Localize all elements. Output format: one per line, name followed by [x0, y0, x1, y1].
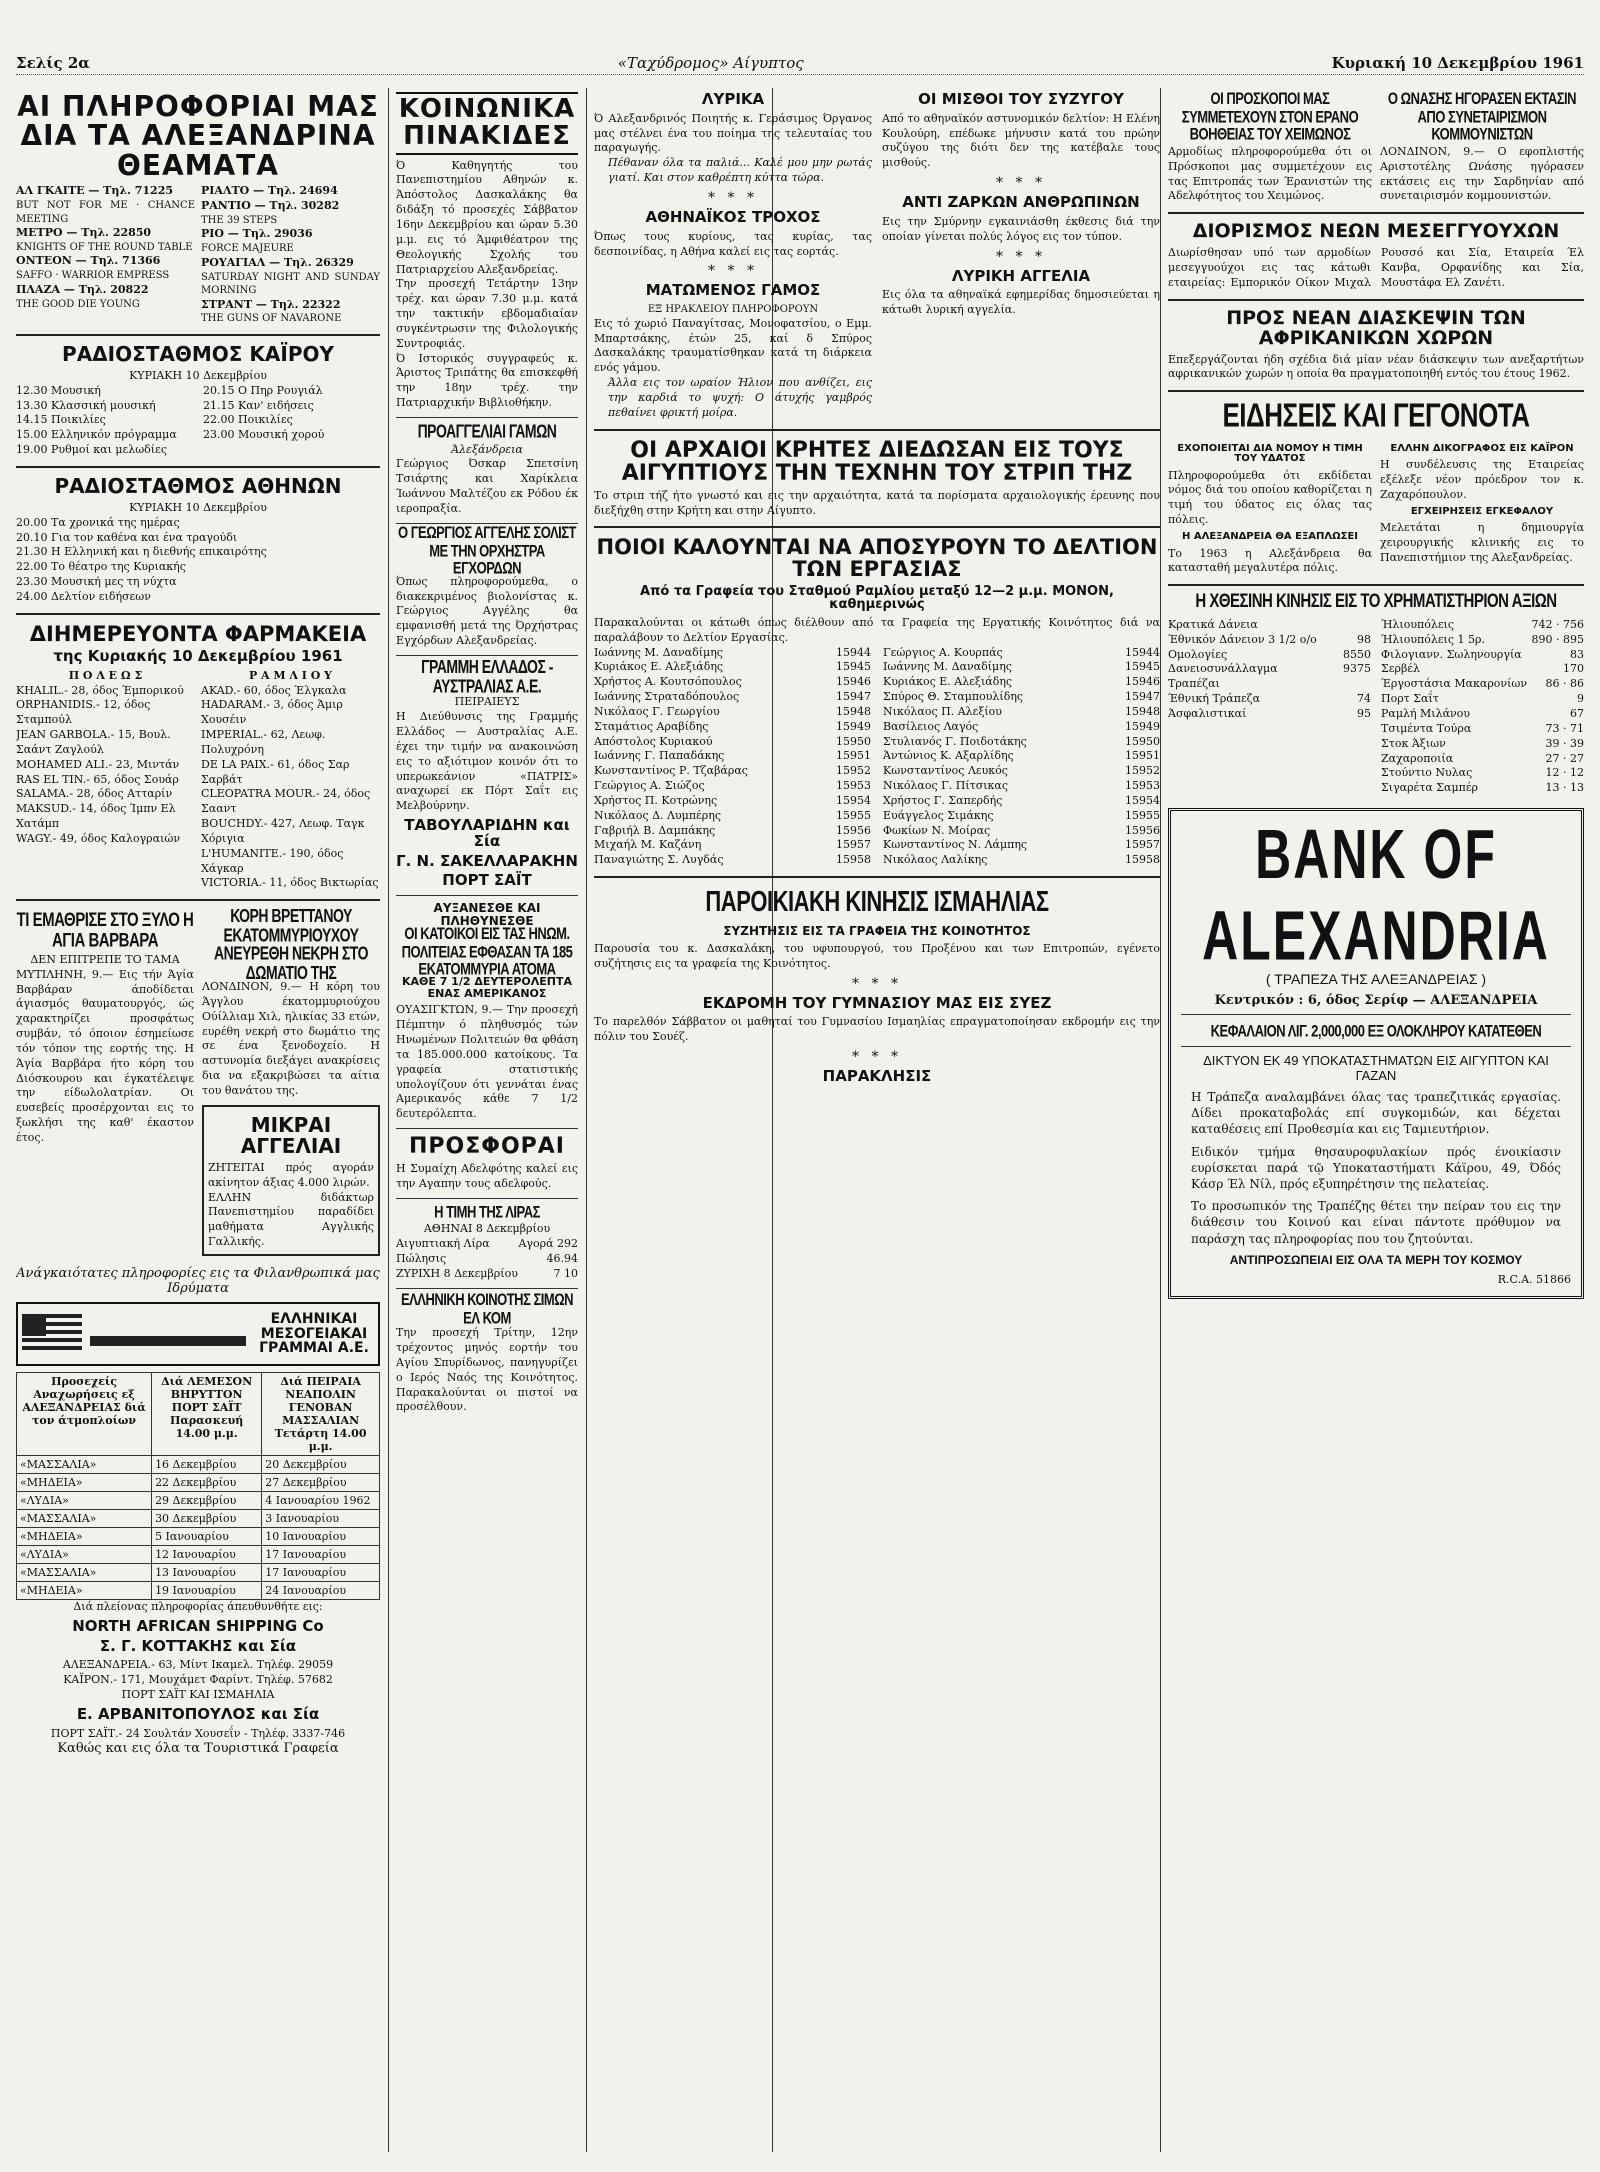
list-item: Χρήστος Γ. Σαπερδής 15954 — [883, 793, 1160, 807]
pharmacy-lists — [16, 669, 380, 892]
list-item: Ζαχαροποιία 27 · 27 — [1381, 751, 1584, 765]
agents-port: ΠΟΡΤ ΣΑΪΤ ΚΑΙ ΙΣΜΑΗΛΙΑ — [121, 1687, 275, 1701]
list-item: Παναγιώτης Σ. Λυγδάς 15958 — [594, 853, 871, 867]
list-item: Κωνσταντίνος Ρ. Τζαβάρας 15952 — [594, 764, 871, 778]
radio-athens-title: ΡΑΔΙΟΣΤΑΘΜΟΣ ΑΘΗΝΩΝ — [54, 473, 342, 498]
list-item: ΣΤΡΑΝΤ — Τηλ. 22322 — [201, 297, 341, 311]
agents-cairo: ΚΑΪΡΟΝ.- 171, Μουχάμετ Φαρίντ. Τηλέφ. 57682 — [63, 1673, 333, 1687]
radio-athens-date: ΚΥΡΙΑΚΗ 10 Δεκεμβρίου — [129, 500, 267, 514]
list-item: Άσφαλιστικαί 95 — [1168, 707, 1371, 720]
radio-cairo-date: ΚΥΡΙΑΚΗ 10 Δεκεμβρίου — [129, 368, 267, 382]
list-item: Ιωάννης Μ. Δαναδίμης 15944 — [594, 645, 871, 659]
list-item: IMPERIAL.- 62, Λεωφ. Πολυχρόνη — [201, 728, 326, 756]
lyrika-title: ΛΥΡΙΚΑ — [701, 90, 765, 108]
two-stories — [16, 905, 380, 1262]
masthead-social: ΚΟΙΝΩΝΙΚΑ ΠΙΝΑΚΙΔΕΣ — [396, 92, 578, 155]
news-subhead: ΕΧΟΠΟΙΕΙΤΑΙ ΔΙΑ ΝΟΜΟΥ Η ΤΙΜΗ ΤΟΥ ΥΔΑΤΟΣ — [1177, 442, 1363, 465]
agents-port-name: Ε. ΑΡΒΑΝΙΤΟΠΟΥΛΟΣ και Σία — [76, 1704, 320, 1723]
offers-title: ΠΡΟΣΦΟΡΑΙ — [408, 1134, 565, 1160]
population-subhead: ΚΑΘΕ 7 1/2 ΔΕΥΤΕΡΟΛΕΠΤΑ ΕΝΑΣ ΑΜΕΡΙΚΑΝΟΣ — [401, 975, 573, 1000]
news-subhead: ΕΓΧΕΙΡΗΣΕΙΣ ΕΓΚΕΦΑΛΟΥ — [1410, 505, 1554, 517]
list-item: Γαβριήλ Β. Δαμπάκης 15956 — [594, 823, 871, 837]
pharmacy-title: ΔΙΗΜΕΡΕΥΟΝΤΑ ΦΑΡΜΑΚΕΙΑ — [29, 621, 367, 646]
list-item: Σερβέλ 170 — [1381, 662, 1584, 676]
cinema-list-right: ΡΙΑΛΤΟ — Τηλ. 24694 ΡΑΝΤΙΟ — Τηλ. 30282 THE 39 STEPS ΡΙΟ — Τηλ. 29036 FORCE MAJEURE ΡΟΥΑΓΙΑΛ — Τηλ. 26329 SATURDAY NIGHT AND SUNDAY MORNING ΣΤΡΑΝΤ — Τηλ. 22322 THE GUNS OF NAVARONE — [201, 184, 380, 325]
pharmacy-city-list — [16, 669, 195, 892]
bank-staff: Το προσωπικόν της Τραπέζης θέτει την πείραν του εις την διάθεσιν του Κοινού και είναι πάντοτε πρόθυμον να παράσχη τας πληροφορίας που του ζητούνται. — [1191, 1199, 1561, 1246]
list-item: CLEOPATRA MOUR.- 24, όδος Σααντ — [201, 787, 371, 816]
list-item: Ήλιουπόλεις 1 5ρ. 890 · 895 — [1381, 632, 1584, 646]
greek-flag-icon — [22, 1314, 82, 1354]
list-item: 21.30 Η Ελληνική και η διεθνής επικαιρότης — [16, 545, 267, 559]
list-item: 22.00 Ποικιλίες — [203, 413, 293, 427]
list-item: SALAMA.- 28, όδος Ατταρίν — [16, 787, 173, 801]
agents-sub: Σ. Γ. ΚΟΤΤΑΚΗΣ και Σία — [99, 1636, 297, 1655]
poem: Πέθαναν όλα τα παλιά... Καλέ μου μην ρωτάς γιατί. Και στον καθρέπτη κύττα τώρα. — [608, 156, 872, 185]
barbara-headline: ΤΙ ΕΜΑΘΡΙΣΕ ΣΤΟ ΞΥΛΟ Η ΑΓΙΑ ΒΑΡΒΑΡΑ — [16, 909, 194, 952]
agents-footer: Καθώς και εις όλα τα Τουριστικά Γραφεία — [57, 1741, 339, 1757]
list-item: Πώλησις 46.94 — [396, 1252, 578, 1266]
trochos-title: ΑΘΗΝΑΪΚΟΣ ΤΡΟΧΟΣ — [645, 207, 821, 226]
list-item: ΜΟΗΑΜΕD ALI.- 23, Μιντάν — [16, 757, 180, 771]
ismailia-subhead: ΣΥΖΗΤΗΣΙΣ ΕΙΣ ΤΑ ΓΡΑΦΕΙΑ ΤΗΣ ΚΟΙΝΟΤΗΤΟΣ — [723, 924, 1031, 939]
bourse-tables — [1168, 618, 1584, 796]
table-row: «ΜΑΣΣΑΛΙΑ» 30 Δεκεμβρίου 3 Ιανουαρίου — [17, 1509, 380, 1527]
kerkyra-headline: ΚΟΡΗ ΒΡΕΤΤΑΝΟΥ ΕΚΑΤΟΜΜΥΡΙΟΥΧΟΥ ΑΝΕΥΡΕΘΗ ΝΕΚΡΗ ΣΤΟ ΔΩΜΑΤΙΟ ΤΗΣ — [214, 905, 368, 984]
wedding-body: Εις τό χωριό Παναγίτσας, Μονοφατσίου, ο Εμμ. Μπαρτσάκης, έτών 25, καί δ Σπύρος Δασκαλάκης τραυματίσθηκαν κατά τη διάρκεια ενός γάμου. — [594, 316, 872, 375]
poem2: Άλλα εις τον ωραίον Ήλιον που ανθίζει, εις την καρδιά το ψυχή: Ο άτυχής γαμβρός πεθαίνει φρικτή μοίρα. — [608, 376, 872, 419]
list-item: Σπύρος Θ. Σταμπουλίδης 15947 — [883, 690, 1160, 704]
news-subhead: ΕΛΛΗΝ ΔΙΚΟΓΡΑΦΟΣ ΕΙΣ ΚΑΪΡΟΝ — [1390, 442, 1574, 454]
list-item: MAKSUD.- 14, όδος Ίμπν Ελ Χατάμπ — [16, 802, 176, 831]
list-item: Μιχαήλ Μ. Καζάνη 15957 — [594, 838, 871, 852]
list-item: 20.00 Τα χρονικά της ημέρας — [16, 515, 180, 529]
scouts-story — [1168, 88, 1372, 204]
list-item: Ευάγγελος Σιμάκης 15955 — [883, 808, 1160, 822]
list-item: Νικόλαος Λαλίκης 15958 — [883, 853, 1160, 867]
list-item: Νικόλαος Δ. Λυμπέρης 15955 — [594, 808, 871, 822]
labor-body: Παρακαλούνται οι κάτωθι όπως διέλθουν από τα Γραφεία της Εργατικής Κοινότητος διά να παραλάβουν το Δελτίον Εργασίας. — [594, 615, 1160, 644]
cinema-list-left: ΑΛ ΓΚΑΙΤΕ — Τηλ. 71225 BUT NOT FOR ME · CHANCE MEETING ΜΕΤΡΟ — Τηλ. 22850 KNIGHTS OF THE ROUND TABLE ΟΝΤΕΟΝ — Τηλ. 71366 SAFFO · WARRIOR EMPRESS ΠΛΑΖΑ — Τηλ. 20822 THE GOOD DIE YOUNG — [16, 184, 195, 310]
col4-top — [1168, 88, 1584, 204]
shipping-banner — [16, 1302, 380, 1366]
list-item: 24.00 Δελτίον ειδήσεων — [16, 590, 151, 604]
column-rule — [586, 88, 587, 2152]
list-item: BOUCHDY.- 427, Λεωφ. Ταγκ Χόριγια — [201, 817, 365, 845]
orchestra-body: Όπως πληροφορούμεθα, ο διακεκριμένος βιολονίστας κ. Γεώργιος Αγγέλης θα εμφανισθή μετά της Όρχήστρας Εγχόρδων Αλεξανδρείας. — [396, 574, 578, 648]
school-trip-headline: ΕΚΔΡΟΜΗ ΤΟΥ ΓΥΜΝΑΣΙΟΥ ΜΑΣ ΕΙΣ ΣΥΕΖ — [702, 993, 1052, 1012]
list-item: Ραμλή Μιλάνου 67 — [1381, 707, 1584, 720]
list-item: ΡΙΟ — Τηλ. 29036 — [201, 227, 313, 241]
list-item: Ομολογίες 8550 — [1168, 647, 1371, 661]
barbara-story — [16, 909, 194, 1262]
list-item: WAGY.- 49, όδος Καλογραιών — [16, 831, 181, 845]
labor-list-right — [883, 646, 1160, 869]
appointments-body: Διωρίσθησαν υπό των αρμοδίων μεσεγγυούχοι εις τας κάτωθι εταιρείας: Εμπορικόν Οίκον Μιχαλ Ρουσσό και Σία, Εταιρεία Έλ Κανβα, Ορφανίδης και Σία, Μουστάφα Ελ Ζανέτι. — [1168, 246, 1584, 289]
list-item: ΜΕΤΡΟ — Τηλ. 22850 — [16, 226, 152, 240]
list-item: Στούντιο Νυλας 12 · 12 — [1381, 766, 1584, 780]
salaries-title: ΟΙ ΜΙΣΘΟΙ ΤΟΥ ΣΥΖΥΓΟΥ — [918, 90, 1124, 108]
bank-greek-name: ( ΤΡΑΠΕΖΑ ΤΗΣ ΑΛΕΞΑΝΔΡΕΙΑΣ ) — [1265, 971, 1487, 988]
list-item: Ήλιουπόλεις 742 · 756 — [1381, 617, 1584, 631]
bank-name: BANK OF ALEXANDRIA — [1202, 815, 1550, 975]
list-item: Δανειοσυνάλλαγμα 9375 — [1168, 662, 1371, 676]
list-item: Ιωάννης Γ. Παπαδάκης 15951 — [594, 749, 871, 763]
list-item: 14.15 Ποικιλίες — [16, 413, 106, 427]
line-headline: ΓΡΑΜΜΗ ΕΛΛΑΔΟΣ - ΑΥΣΤΡΑΛΙΑΣ Α.Ε. — [421, 656, 553, 697]
line-city: ΠΕΙΡΑΙΕΥΣ — [454, 695, 520, 709]
list-item: RAS EL TIN.- 65, όδος Σουάρ — [16, 772, 179, 786]
column-3: ΛΥΡΙΚΑ Ό Αλεξανδρινός Ποιητής κ. Γεράσιμος Όργανος μας στέλνει ένα του ποίημα της τελευταίας του παραγωγής. Πέθαναν όλα τα παλιά... Καλέ μου μην ρωτάς γιατί. Και στον καθρέπτη κύττα τώρα. * * * ΑΘΗΝΑΪΚΟΣ ΤΡΟΧΟΣ Όπως τους κυρίους, τας κυρίας, τας δεσποινίδας, η Αθήνα καλεί εις τας εορτάς. * * * ΜΑΤΩΜΕΝΟΣ ΓΑΜΟΣ ΕΞ ΗΡΑΚΛΕΙΟΥ ΠΛΗΡΟΦΟΡΟΥΝ Εις τό χωριό Παναγίτσας, Μονοφατσίου, ο Εμμ. Μπαρτσάκης, έτών 25, καί δ Σπύρος Δασκαλάκης τραυματίσθηκαν κατά τη διάρκεια ενός γάμου. Άλλα εις τον ωραίον Ήλιον που ανθίζει, εις την καρδιά το ψυχή: Ο άτυχής γαμβρός πεθαίνει φρικτή μοίρα. ΟΙ ΜΙΣΘΟΙ ΤΟΥ ΣΥΖΥΓΟΥ Από το αθηναϊκόν αστυνομικόν δελτίον: Η Ελένη Κουλούρη, επέδωκε μήνυσιν κατά του πρώην συζύγου της διότι δεν της κατέβαλε τους μισθούς. * * * ΑΝΤΙ ΖΑΡΚΩΝ ΑΝΘΡΩΠΙΝΩΝ Εις την Σμύρνην εγκαινιάσθη έκθεσις διά την οποίαν γίνεται πολύς λόγος εις τον τύπον. * * * ΛΥΡΙΚΗ ΑΓΓΕΛΙΑ Εις όλα τα αθηναϊκά εφημερίδας δημοσιεύεται η κάτωθι λυρική αγγελία. ΟΙ ΑΡΧΑΙΟΙ ΚΡΗΤΕΣ ΔΙΕΔΩΣΑΝ ΕΙΣ ΤΟΥΣ ΑΙΓΥΠΤΙΟΥΣ ΤΗΝ ΤΕΧΝΗΝ ΤΟΥ ΣΤΡΙΠ ΤΗΖ Το στριπ τήζ ήτο γνωστό και εις την αρχαιότητα, κατά τα πορίσματα αρχαιολογικής έρευνης που διεξήχθη στην Κρήτη και στην Αίγυπτο. ΠΟΙΟΙ ΚΑΛΟΥΝΤΑΙ ΝΑ ΑΠΟΣΥΡΟΥΝ ΤΟ ΔΕΛΤΙΟΝ ΤΩΝ ΕΡΓΑΣΙΑΣ Από τα Γραφεία του Σταθμού Ραμλίου μεταξύ 12—2 μ.μ. ΜΟΝΟΝ, καθημερινώς Παρακαλούνται οι κάτωθι όπως διέλθουν από τα Γραφεία της Εργατικής Κοινότητος διά να παραλάβουν το Δελτίον Εργασίας. Ιωάννης Μ. Δαναδίμης 15944 Κυριάκος Ε. Αλεξιάδης 15945 Χρήστος Α. Κουτσόπουλος 15946 Ιωάννης Στραταδόπουλος 15947 Νικόλαος Γ. Γεωργίου 15948 Σταμάτιος Αραβίδης 15949 Απόστολος Κυριακού 15950 Ιωάννης Γ. Παπαδάκης 15951 Κωνσταντίνος Ρ. Τζαβάρας 15952 Γεώργιος Α. Σιώζος 15953 Χρήστος Π. Κοτρώνης 15954 Νικόλαος Δ. Λυμπέρης 15955 Γαβριήλ Β. Δαμπάκης 15956 Μιχαήλ Μ. Καζάνη 15957 Παναγιώτης Σ. Λυγδάς 15958 Γεώργιος Α. Κουρπάς 15944 Ιωάννης Μ. Δαναδίμης 15945 Κυριάκος Ε. Αλεξιάδης 15946 Σπύρος Θ. Σταμπουλίδης 15947 Νικόλαος Π. Αλεξίου 15948 Βασίλειος Λαγός 15949 Στυλιανός Γ. Ποιδοτάκης 15950 Άντώνιος Κ. Αξαρλίδης 15951 Κωνσταντίνος Λευκός 15952 Νικόλαος Γ. Πίτσικας 15953 Χρήστος Γ. Σαπερδής 15954 Ευάγγελος Σιμάκης 15955 Φωκίων Ν. Μοίρας 15956 Κωνσταντίνος Ν. Λάμπης 15957 Νικόλαος Λαλίκης 15958 ΠΑΡΟΙΚΙΑΚΗ ΚΙΝΗΣΙΣ ΙΣΜΑΗΛΙΑΣ ΣΥΖΗΤΗΣΙΣ ΕΙΣ ΤΑ ΓΡΑΦΕΙΑ ΤΗΣ ΚΟΙΝΟΤΗΤΟΣ Παρουσία του κ. Δασκαλάκη, του υφυπουργού, του Προξένου και των Επιτροπών, εγένετο συζήτησις εις τα γραφεία της Κοινότητος. * * * ΕΚΔΡΟΜΗ ΤΟΥ ΓΥΜΝΑΣΙΟΥ ΜΑΣ ΕΙΣ ΣΥΕΖ Το παρελθόν Σάββατον οι μαθηταί του Γυμνασίου Ισμαηλίας επραγματοποίησαν εκδρομήν εις την πόλιν του Σουέζ. * * * ΠΑΡΑΚΛΗΣΙΣ — [594, 90, 1160, 1085]
table-row: «ΜΑΣΣΑΛΙΑ» 16 Δεκεμβρίου 20 Δεκεμβρίου — [17, 1455, 380, 1473]
column-2 — [396, 88, 578, 2162]
column-4 — [1168, 88, 1584, 2162]
news-body: Η συνδέλευσις της Εταιρείας εξέλεξε νέον πρόεδρον τον κ. Ζαχαρόπουλον. — [1380, 458, 1584, 501]
list-item: Κυριάκος Ε. Αλεξιάδης 15945 — [594, 660, 871, 674]
labor-names — [594, 646, 1160, 869]
list-item: Στυλιανός Γ. Ποιδοτάκης 15950 — [883, 734, 1160, 748]
shipping-lines-title: ΕΛΛΗΝΙΚΑΙ ΜΕΣΟΓΕΙΑΚΑΙ ΓΡΑΜΜΑΙ Α.Ε. — [259, 1310, 369, 1357]
list-item: Νικόλαος Γ. Γεωργίου 15948 — [594, 704, 871, 718]
list-item: ΡΟΥΑΓΙΑΛ — Τηλ. 26329 — [201, 255, 354, 269]
list-item: L'HUMANITE.- 190, όδος Χάγκαρ — [201, 846, 344, 875]
list-item: Κυριάκος Ε. Αλεξιάδης 15946 — [883, 675, 1160, 689]
table-row: «ΜΑΣΣΑΛΙΑ» 13 Ιανουαρίου 17 Ιανουαρίου — [17, 1563, 380, 1581]
pound-rates — [396, 1237, 578, 1282]
agents-label: Διά πλείονας πληροφορίας άπευθυνθήτε εις: — [73, 1599, 323, 1613]
page-number: Σελίς 2α — [16, 54, 90, 72]
list-item: 20.10 Για τον καθένα και ένα τραγούδι — [16, 530, 238, 544]
bank-network: ΔΙΚΤΥΟΝ ΕΚ 49 ΥΠΟΚΑΤΑΣΤΗΜΑΤΩΝ ΕΙΣ ΑΙΓΥΠΤΟΝ ΚΑΙ ΓΑΖΑΝ — [1203, 1053, 1549, 1084]
agents-address: ΑΛΕΞΑΝΔΡΕΙΑ.- 63, Μίντ Ικαμελ. Τηλέφ. 29059 — [62, 1658, 334, 1672]
table-header: Προσεχείς Αναχωρήσεις εξ ΑΛΕΞΑΝΔΡΕΙΑΣ διά τον άτμοπλοίων — [17, 1372, 152, 1455]
list-item: Στοκ Άξιων 39 · 39 — [1381, 736, 1584, 750]
list-item: KHALIL.- 28, όδος Έμπορικού — [16, 683, 184, 697]
list-item: Νικόλαος Π. Αλεξίου 15948 — [883, 704, 1160, 718]
onassis-story — [1380, 88, 1584, 204]
amusements-headline: ΑΙ ΠΛΗΡΟΦΟΡΙΑΙ ΜΑΣ ΔΙΑ ΤΑ ΑΛΕΞΑΝΔΡΙΝΑ ΘΕΑΜΑΤΑ — [17, 90, 379, 182]
list-item: 22.00 Το θέατρο της Κυριακής — [16, 560, 186, 574]
society-item: Ό Ιστορικός συγγραφεύς κ. Άριστος Τριπάτης θα επισκεφθή την 18ην τρέχ. την Πατριαρχικήν Βιβλιοθήκην. — [396, 351, 578, 410]
list-item: 13.30 Κλασσική μουσική — [16, 398, 156, 412]
radio-athens-schedule — [16, 516, 380, 605]
bank-reference: R.C.A. 51866 — [1497, 1272, 1571, 1286]
news-body: Πληροφορούμεθα ότι εκδίδεται νόμος διά του οποίου καθορίζεται η τιμή του ύδατος εις όλας τας πόλεις. — [1168, 468, 1372, 527]
scouts-body: Αρμοδίως πληροφορούμεθα ότι οι Πρόσκοποι μας συμμετέχουν εις τας Επιτροπάς των Έρανιστών της Αδελφότητος του Χειμώνος. — [1168, 144, 1372, 203]
list-item: Απόστολος Κυριακού 15950 — [594, 734, 871, 748]
list-item: 23.00 Μουσική χορού — [203, 428, 325, 442]
list-item: AKAD.- 60, όδος Έλγκαλα — [201, 683, 347, 697]
onassis-headline: Ο ΩΝΑΣΗΣ ΗΓΟΡΑΣΕΝ ΕΚΤΑΣΙΝ ΑΠΟ ΣΥΝΕΤΑΙΡΙΣΜΟΝ ΚΟΜΜΟΥΝΙΣΤΩΝ — [1387, 88, 1577, 144]
orchestra-headline: Ο ΓΕΩΡΓΙΟΣ ΑΓΓΕΛΗΣ ΣΟΛΙΣΤ ΜΕ ΤΗΝ ΟΡΧΗΣΤΡΑ ΕΓΧΟΡΔΩΝ — [397, 522, 577, 578]
table-row: «ΛΥΔΙΑ» 12 Ιανουαρίου 17 Ιανουαρίου — [17, 1545, 380, 1563]
engagements-title: ΠΡΟΑΓΓΕΛΙΑΙ ΓΑΜΩΝ — [417, 420, 557, 442]
line-agent: ΤΑΒΟΥΛΑΡΙΔΗΝ και Σία — [404, 816, 570, 850]
bourse-left — [1168, 618, 1371, 796]
anti-body: Εις την Σμύρνην εγκαινιάσθη έκθεσις διά την οποίαν γίνεται πολύς λόγος εις τον τύπον. — [882, 214, 1160, 243]
philanthropic-note: Ανάγκαιότατες πληροφορίες εις τα Φιλανθρωπικά μας Ιδρύματα — [16, 1265, 380, 1296]
school-trip-body: Το παρελθόν Σάββατον οι μαθηταί του Γυμνασίου Ισμαηλίας επραγματοποίησαν εκδρομήν εις την πόλιν του Σουέζ. — [594, 1015, 1160, 1044]
table-row: «ΜΗΔΕΙΑ» 19 Ιανουαρίου 24 Ιανουαρίου — [17, 1581, 380, 1599]
line-port: ΠΟΡΤ ΣΑΪΤ — [442, 871, 532, 890]
list-item: ORPHANIDIS.- 12, όδος Σταμπούλ — [16, 698, 151, 727]
small-ad: ΖΗΤΕΙΤΑΙ πρός αγοράν ακίνητον άξιας 4.000 λιρών. — [208, 1160, 374, 1189]
lyrical-ad-body: Εις όλα τα αθηναϊκά εφημερίδας δημοσιεύεται η κάτωθι λυρική αγγελία. — [882, 288, 1160, 317]
table-header: Διά ΛΕΜΕΣΟΝ ΒΗΡΥΤΤΟΝ ΠΟΡΤ ΣΑΪΤ Παρασκευή 14.00 μ.μ. — [152, 1372, 262, 1455]
table-row: «ΛΥΔΙΑ» 29 Δεκεμβρίου 4 Ιανουαρίου 1962 — [17, 1491, 380, 1509]
list-item: 23.30 Μουσική μες τη νύχτα — [16, 575, 177, 589]
news-body: Μελετάται η δημιουργία χειρουργικής κλινικής εις το Πανεπιστήμιον της Αλεξανδρείας. — [1380, 521, 1584, 564]
news-subhead: Η ΑΛΕΞΑΝΔΡΕΙΑ ΘΑ ΕΞΑΠΛΩΣΕΙ — [1181, 531, 1359, 542]
line-agent2: Γ. Ν. ΣΑΚΕΛΛΑΡΑΚΗΝ — [396, 851, 578, 870]
onassis-body: ΛΟΝΔΙΝΟΝ, 9.— Ο εφοπλιστής Αριστοτέλης Ωνάσης ηγόρασεν εκτάσεις εις την Σαρδηνίαν από συνεταιρισμόν κομμουνιστών. — [1380, 144, 1584, 203]
small-ad: ΕΛΛΗΝ διδάκτωρ Πανεπιστημίου παραδίδει μαθήματα Αγγλικής Γαλλικής. — [208, 1190, 374, 1249]
issue-date: Κυριακή 10 Δεκεμβρίου 1961 — [1331, 54, 1584, 72]
bank-advertisement — [1168, 808, 1584, 1299]
ship-icon — [90, 1314, 246, 1354]
radio-cairo-schedule — [16, 384, 380, 458]
list-item: ΖΥΡΙΧΗ 8 Δεκεμβρίου 7 10 — [396, 1267, 578, 1281]
small-ads-title: ΜΙΚΡΑΙ ΑΓΓΕΛΙΑΙ — [240, 1112, 342, 1158]
community-headline: ΕΛΛΗΝΙΚΗ ΚΟΙΝΟΤΗΣ ΣΙΜΩΝ ΕΛ ΚΟΜ — [400, 1289, 574, 1327]
list-item: VICTORIA.- 11, όδος Βικτωρίας — [201, 876, 379, 890]
bank-services: Η Τράπεζα αναλαμβάνει όλας τας τραπεζιτικάς εργασίας. Δίδει προκαταβολάς επί συγκομιδών, και δέχεται καταθέσεις επί Προθεσμία και εις Ταμιευτήριον. — [1191, 1090, 1561, 1137]
list-item: Άντώνιος Κ. Αξαρλίδης 15951 — [883, 749, 1160, 763]
labor-list-left — [594, 646, 871, 869]
barbara-subhead: ΔΕΝ ΕΠΙΤΡΕΠΕ ΤΟ ΤΑΜΑ — [30, 952, 180, 966]
pound-city: ΑΘΗΝΑΙ 8 Δεκεμβρίου — [423, 1222, 551, 1236]
lyrical-ad-title: ΛΥΡΙΚΗ ΑΓΓΕΛΙΑ — [951, 266, 1091, 285]
list-item: Κρατικά Δάνεια — [1168, 617, 1258, 631]
list-item: Έθνική Τράπεζα 74 — [1168, 692, 1371, 706]
list-item: 21.15 Καν' ειδήσεις — [203, 398, 314, 412]
pound-title: Η ΤΙΜΗ ΤΗΣ ΛΙΡΑΣ — [434, 1201, 540, 1221]
bourse-right — [1381, 618, 1584, 796]
column-rule — [388, 88, 389, 2152]
line-body: Η Διεύθυνσις της Γραμμής Ελλάδος — Αυστραλίας Α.Ε. έχει την τιμήν να ανακοινώση εις το αξιότιμον κοινόν ότι το υπερωκεάνιον «ΠΑΤΡΙΣ» αναχωρεί εκ Πόρτ Σαΐτ εις Μελβούρνην. — [396, 710, 578, 813]
barbara-body: ΜΥΤΙΛΗΝΗ, 9.— Εις τήν Άγία Βαρβάραν άποδίδεται άγιασμός θαυματουργός, ώς χαρακτηρίζει προσφάτως συμβάν, τό όποιον έσημείωσε τόν τόπον της εορτής της. Η Άγία Βαρβάρα ήτο κόρη του Διόσκουρου και έγκατέλειψε την είδωλολατρίαν. Οι ευσεβείς προσέρχονται εις το ξωκλήσι της καθ' έκαστον έτος. — [16, 967, 194, 1144]
lyrika-body: Ό Αλεξανδρινός Ποιητής κ. Γεράσιμος Όργανος μας στέλνει ένα του ποίημα της τελευταίας του παραγωγής. — [594, 111, 872, 155]
society-item: Την προσεχή Τετάρτην 13ην τρέχ. και ώραν 7.30 μ.μ. κατά την τακτικήν εβδομαδιαίαν συγκέντρωσιν της Φιλολογικής Συντροφιάς. — [396, 277, 578, 350]
cinema-listings — [16, 184, 380, 326]
list-item: Κωνσταντίνος Λευκός 15952 — [883, 764, 1160, 778]
conference-headline: ΠΡΟΣ ΝΕΑΝ ΔΙΑΣΚΕΨΙΝ ΤΩΝ ΑΦΡΙΚΑΝΙΚΩΝ ΧΩΡΩΝ — [1226, 306, 1526, 349]
ismailia-body: Παρουσία του κ. Δασκαλάκη, του υφυπουργού, του Προξένου και των Επιτροπών, εγένετο συζήτησις εις τα γραφεία της Κοινότητος. — [594, 941, 1160, 970]
list-item: 15.00 Ελληνικόν πρόγραμμα — [16, 428, 177, 442]
list-item: 20.15 Ο Πηρ Ρουγιάλ — [203, 383, 323, 397]
list-item: ΑΛ ΓΚΑΙΤΕ — Τηλ. 71225 — [16, 184, 174, 198]
section-label: Π Ο Λ Ε Ω Σ — [68, 668, 143, 682]
ismailia-headline: ΠΑΡΟΙΚΙΑΚΗ ΚΙΝΗΣΙΣ ΙΣΜΑΗΛΙΑΣ — [705, 885, 1049, 918]
radio-cairo-title: ΡΑΔΙΟΣΤΑΘΜΟΣ ΚΑΪΡΟΥ — [62, 341, 334, 366]
offers-body: Η Συμαίχη Αδελφότης καλεί εις την Αγαπην τους αδελφούς. — [396, 1162, 578, 1190]
list-item: Έργοστάσια Μακαρονίων 86 · 86 — [1381, 677, 1584, 691]
list-item: Ιωάννης Μ. Δαναδίμης 15945 — [883, 660, 1160, 674]
appointments-headline: ΔΙΟΡΙΣΜΟΣ ΝΕΩΝ ΜΕΣΕΓΓΥΟΥΧΩΝ — [1192, 220, 1560, 243]
community-body: Την προσεχή Τρίτην, 12ην τρέχοντος μηνός εορτήν του Αγίου Σπυρίδωνος, πανηγυρίζει ο Ιερός Ναός της Κοινότητος. Παρακαλούνται οι πιστοί να προσέλθουν. — [396, 1326, 578, 1414]
list-item: Χρήστος Α. Κουτσόπουλος 15946 — [594, 675, 871, 689]
kerkyra-body: ΛΟΝΔΙΝΟΝ, 9.— Η κόρη του Άγγλου έκατομμυριούχου Ούίλλιαμ Χιλ, ηλικίας 33 ετών, ευρέθη νεκρή στο δωμάτιο της σε ένα ξενοδοχείο. Η αστυνομία διεξάγει ανακρίσεις δια να εξακριβώσει τα αίτια του θανάτου της. — [202, 980, 380, 1097]
list-item: Πορτ Σαΐτ 9 — [1381, 692, 1584, 706]
bourse-headline: Η ΧΘΕΣΙΝΗ ΚΙΝΗΣΙΣ ΕΙΣ ΤΟ ΧΡΗΜΑΤΙΣΤΗΡΙΟΝ ΑΞΙΩΝ — [1195, 590, 1557, 613]
agents-port-address: ΠΟΡΤ ΣΑΪΤ.- 24 Σουλτάν Χουσεΐν - Τηλέφ. 3337-746 — [50, 1726, 346, 1740]
trochos-body: Όπως τους κυρίους, τας κυρίας, τας δεσποινίδας, η Αθήνα καλεί εις τας εορτάς. — [594, 229, 872, 258]
population-body: ΟΥΑΣΙΓΚΤΩΝ, 9.— Την προσεχή Πέμπτην ό πληθυσμός τών Ηνωμένων Πολιτειών θα φθάση τα 185.000.000 κατοίκους. Τα γραφεία στατιστικής υπολογίζουν ότι γεννάται ένας Αμερικανός κάθε 7 1/2 δευτερόλεπτα. — [396, 1003, 578, 1121]
list-item: Έθνικόν Δάνειον 3 1/2 ο/ο 98 — [1168, 632, 1371, 646]
list-item: Τραπέζαι — [1168, 677, 1220, 691]
col3-right: ΟΙ ΜΙΣΘΟΙ ΤΟΥ ΣΥΖΥΓΟΥ Από το αθηναϊκόν αστυνομικόν δελτίον: Η Ελένη Κουλούρη, επέδωκε μήνυσιν κατά του πρώην συζύγου της διότι δεν της κατέβαλε τους μισθούς. * * * ΑΝΤΙ ΖΑΡΚΩΝ ΑΝΘΡΩΠΙΝΩΝ Εις την Σμύρνην εγκαινιάσθη έκθεσις διά την οποίαν γίνεται πολύς λόγος εις τον τύπον. * * * ΛΥΡΙΚΗ ΑΓΓΕΛΙΑ Εις όλα τα αθηναϊκά εφημερίδας δημοσιεύεται η κάτωθι λυρική αγγελία. — [882, 90, 1160, 317]
small-ads-box — [202, 1105, 380, 1256]
society-item: Ό Καθηγητής του Πανεπιστημίου Αθηνών κ. Άπόστολος Δασκαλάκης θα διδάξη τό προσεχές Σάββατον 16ην Δεκεμβρίου και ώραν 5.30 μ.μ. εις τό Άμφιθέατρον της Θεολογικής Σχολής του Πατριαρχείου Αλεξανδρείας. — [396, 158, 578, 276]
list-item: HADARAM.- 3, όδος Άμιρ Χουσέιν — [201, 698, 343, 727]
agents-name: NORTH AFRICAN SHIPPING Co — [72, 1616, 324, 1635]
column-1 — [16, 88, 380, 2162]
labor-headline: ΠΟΙΟΙ ΚΑΛΟΥΝΤΑΙ ΝΑ ΑΠΟΣΥΡΟΥΝ ΤΟ ΔΕΛΤΙΟΝ ΤΩΝ ΕΡΓΑΣΙΑΣ — [596, 535, 1158, 582]
col3-left: ΛΥΡΙΚΑ Ό Αλεξανδρινός Ποιητής κ. Γεράσιμος Όργανος μας στέλνει ένα του ποίημα της τελευταίας του παραγωγής. Πέθαναν όλα τα παλιά... Καλέ μου μην ρωτάς γιατί. Και στον καθρέπτη κύττα τώρα. * * * ΑΘΗΝΑΪΚΟΣ ΤΡΟΧΟΣ Όπως τους κυρίους, τας κυρίας, τας δεσποινίδας, η Αθήνα καλεί εις τας εορτάς. * * * ΜΑΤΩΜΕΝΟΣ ΓΑΜΟΣ ΕΞ ΗΡΑΚΛΕΙΟΥ ΠΛΗΡΟΦΟΡΟΥΝ Εις τό χωριό Παναγίτσας, Μονοφατσίου, ο Εμμ. Μπαρτσάκης, έτών 25, καί δ Σπύρος Δασκαλάκης τραυματίσθηκαν κατά τη διάρκεια ενός γάμου. Άλλα εις τον ωραίον Ήλιον που ανθίζει, εις την καρδιά το ψυχή: Ο άτυχής γαμβρός πεθαίνει φρικτή μοίρα. — [594, 90, 872, 419]
salaries-body: Από το αθηναϊκόν αστυνομικόν δελτίον: Η Ελένη Κουλούρη, επέδωκε μήνυσιν κατά του πρώην συζύγου της διότι δεν της κατέβαλε τους μισθούς. — [882, 111, 1160, 170]
list-item: Χρήστος Π. Κοτρώνης 15954 — [594, 793, 871, 807]
scouts-headline: ΟΙ ΠΡΟΣΚΟΠΟΙ ΜΑΣ ΣΥΜΜΕΤΕΧΟΥΝ ΣΤΟΝ ΕΡΑΝΟ ΒΟΗΘΕΙΑΣ ΤΟΥ ΧΕΙΜΩΝΟΣ — [1181, 88, 1359, 144]
list-item: Σιγαρέτα Σαμπέρ 13 · 13 — [1381, 781, 1584, 795]
list-item: Σταμάτιος Αραβίδης 15949 — [594, 719, 871, 733]
list-item: Κωνσταντίνος Ν. Λάμπης 15957 — [883, 838, 1160, 852]
anti-title: ΑΝΤΙ ΖΑΡΚΩΝ ΑΝΘΡΩΠΙΝΩΝ — [902, 193, 1140, 212]
news-right — [1380, 440, 1584, 577]
population-kicker: ΑΥΞΑΝΕΣΘΕ ΚΑΙ ΠΛΗΘΥΝΕΣΘΕ — [433, 901, 541, 928]
news-columns — [1168, 440, 1584, 577]
column-rule — [1160, 88, 1161, 2152]
table-row: «ΜΗΔΕΙΑ» 5 Ιανουαρίου 10 Ιανουαρίου — [17, 1527, 380, 1545]
list-item: 12.30 Μουσική — [16, 383, 101, 397]
bank-safes: Ειδικόν τμήμα θησαυροφυλακίων πρός ένοικίασιν ευρίσκεται παρά τῷ Υποκαταστήματι Κάϊρου, 49, Όδός Κάσρ Έλ Νίλ, πρός εξυπηρέτησιν της πελατείας. — [1191, 1144, 1561, 1191]
bank-headquarters: Κεντρικόν : 6, όδος Σερίφ — ΑΛΕΞΑΝΔΡΕΙΑ — [1214, 993, 1538, 1009]
labor-subhead: Από τα Γραφεία του Σταθμού Ραμλίου μεταξύ 12—2 μ.μ. ΜΟΝΟΝ, καθημερινώς — [640, 583, 1114, 613]
col3-top — [594, 88, 1160, 421]
page-header — [16, 52, 1584, 75]
requests-title: ΠΑΡΑΚΛΗΣΙΣ — [822, 1066, 932, 1085]
list-item: Γεώργιος Α. Σιώζος 15953 — [594, 779, 871, 793]
news-body: Το 1963 η Αλεξάνδρεια θα κατασταθή μεγαλυτέρα πόλις. — [1168, 546, 1372, 575]
list-item: ΟΝΤΕΟΝ — Τηλ. 71366 — [16, 254, 161, 268]
news-headline: ΕΙΔΗΣΕΙΣ ΚΑΙ ΓΕΓΟΝΟΤΑ — [1222, 395, 1530, 435]
list-item: JEAN GARBOLA.- 15, Βουλ. Σαάντ Ζαγλούλ — [16, 728, 171, 756]
list-item: DE LA PAIX.- 61, όδος Σαρ Σαρβάτ — [201, 757, 350, 786]
table-header: Διά ΠΕΙΡΑΙΑ ΝΕΑΠΟΛΙΝ ΓΕΝΟΒΑΝ ΜΑΣΣΑΛΙΑΝ Τετάρτη 14.00 μ.μ. — [262, 1372, 380, 1455]
list-item: Νικόλαος Γ. Πίτσικας 15953 — [883, 779, 1160, 793]
list-item: ΡΙΑΛΤΟ — Τηλ. 24694 — [201, 184, 338, 198]
bank-correspondents: ΑΝΤΙΠΡΟΣΩΠΕΙΑΙ ΕΙΣ ΟΛΑ ΤΑ ΜΕΡΗ ΤΟΥ ΚΟΣΜΟΥ — [1229, 1252, 1523, 1267]
list-item: ΠΛΑΖΑ — Τηλ. 20822 — [16, 282, 149, 296]
section-label: Ρ Α Μ Λ Ι Ο Υ — [248, 668, 333, 682]
list-item: Γεώργιος Α. Κουρπάς 15944 — [883, 645, 1160, 659]
pharmacy-ramleh-list — [201, 669, 380, 892]
engagements-city: Άλεξάνδρεια — [451, 442, 523, 456]
list-item: 19.00 Ρυθμοί και μελωδίες — [16, 443, 167, 457]
list-item: ΡΑΝΤΙΟ — Τηλ. 30282 — [201, 199, 340, 213]
list-item: Φωκίων Ν. Μοίρας 15956 — [883, 823, 1160, 837]
news-left — [1168, 440, 1372, 577]
bank-capital: ΚΕΦΑΛΑΙΟΝ ΛΙΓ. 2,000,000 ΕΞ ΟΛΟΚΛΗΡΟΥ ΚΑΤΑΤΕΘΕΝ — [1210, 1020, 1542, 1041]
striptease-body: Το στριπ τήζ ήτο γνωστό και εις την αρχαιότητα, κατά τα πορίσματα αρχαιολογικής έρευνης που διεξήχθη στην Κρήτη και στην Αίγυπτο. — [594, 488, 1160, 517]
newspaper-name: «Ταχύδρομος» Αίγυπτος — [617, 54, 804, 72]
population-headline: ΟΙ ΚΑΤΟΙΚΟΙ ΕΙΣ ΤΑΣ ΗΝΩΜ. ΠΟΛΙΤΕΙΑΣ ΕΦΘΑΣΑΝ ΤΑ 185 ΕΚΑΤΟΜΜΥΡΙΑ ΑΤΟΜΑ — [401, 923, 573, 979]
list-item: Τσιμέντα Τούρα 73 · 71 — [1381, 721, 1584, 735]
list-item: Φιλογιανν. Σωληνουργία 83 — [1381, 647, 1584, 661]
table-row: «ΜΗΔΕΙΑ» 22 Δεκεμβρίου 27 Δεκεμβρίου — [17, 1473, 380, 1491]
kerkyra-story — [202, 905, 380, 1262]
list-item: Αιγυπτιακή Λίρα Αγορά 292 — [396, 1237, 578, 1251]
conference-body: Επεξεργάζονται ήδη σχέδια διά μίαν νέαν διάσκεψιν των ανεξαρτήτων αφρικανικών χωρών η οποία θα πραγματοποιηθή εντός του έτους 1962. — [1168, 352, 1584, 381]
list-item: Ιωάννης Στραταδόπουλος 15947 — [594, 690, 871, 704]
wedding-title: ΜΑΤΩΜΕΝΟΣ ΓΑΜΟΣ — [645, 281, 821, 300]
list-item: Βασίλειος Λαγός 15949 — [883, 719, 1160, 733]
wedding-sub: ΕΞ ΗΡΑΚΛΕΙΟΥ ΠΛΗΡΟΦΟΡΟΥΝ — [647, 304, 819, 316]
striptease-headline: ΟΙ ΑΡΧΑΙΟΙ ΚΡΗΤΕΣ ΔΙΕΔΩΣΑΝ ΕΙΣ ΤΟΥΣ ΑΙΓΥΠΤΙΟΥΣ ΤΗΝ ΤΕΧΝΗΝ ΤΟΥ ΣΤΡΙΠ ΤΗΖ — [621, 437, 1133, 486]
sailings-table — [16, 1372, 380, 1600]
pharmacy-subtitle: της Κυριακής 10 Δεκεμβρίου 1961 — [53, 646, 343, 665]
engagements-body: Γεώργιος Όσκαρ Σπετσίνη Τσιάρτης και Χαρίκλεια Ίωάννου Μαλτέζου εκ Ρόδου έκ ιεροπραξία. — [396, 457, 578, 515]
